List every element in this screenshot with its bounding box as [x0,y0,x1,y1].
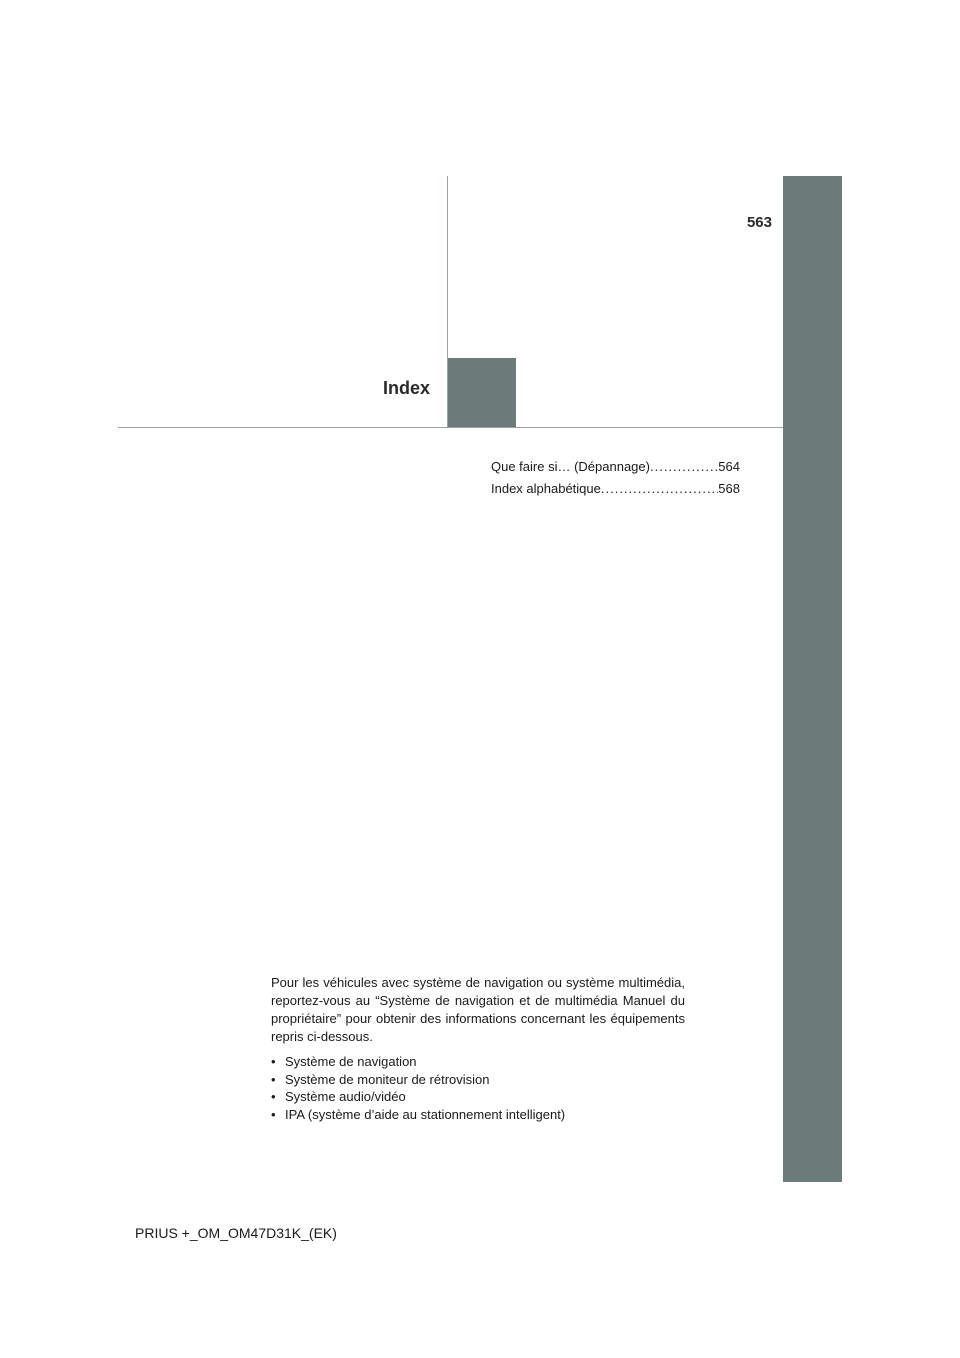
page-number: 563 [746,214,772,231]
section-title: Index [382,378,430,398]
bullet-icon: • [271,1089,276,1104]
list-item-text: Système de navigation [285,1054,417,1069]
list-item-text: IPA (système d’aide au stationnement intelligent) [285,1106,566,1122]
bullet-icon: • [271,1071,276,1087]
toc-entry-troubleshooting[interactable] [491,459,740,481]
toc-entry-label: Index alphabétique [491,481,601,496]
bullet-icon: • [271,1054,276,1069]
list-item [271,1106,685,1124]
list-item [271,1088,685,1106]
list-item [271,1053,685,1071]
table-of-contents [491,459,740,503]
toc-leader-dots [650,459,718,474]
list-item [271,1071,685,1089]
equipment-list [271,1053,685,1123]
navigation-notice [271,974,685,1123]
toc-entry-page: 564 [718,459,740,474]
toc-entry-label: Que faire si… (Dépannage) [491,459,650,474]
toc-entry-alphabetical-index[interactable] [491,481,740,503]
chapter-side-tab [783,176,842,1182]
horizontal-rule [118,427,783,428]
section-marker-square [448,358,516,427]
toc-entry-page: 568 [718,481,740,496]
toc-leader-dots [601,481,718,496]
document-id: PRIUS +_OM_OM47D31K_(EK) [135,1225,337,1241]
list-item-text: Système de moniteur de rétrovision [285,1071,490,1087]
list-item-text: Système audio/vidéo [285,1089,406,1104]
bullet-icon: • [271,1106,276,1122]
notice-paragraph: Pour les véhicules avec système de navigation ou système multimédia, reportez-vous au “Système de navigation et de multimédia Manuel du propriétaire” pour obtenir des informations concernant les équipements repris ci-dessous. [271,975,685,1044]
